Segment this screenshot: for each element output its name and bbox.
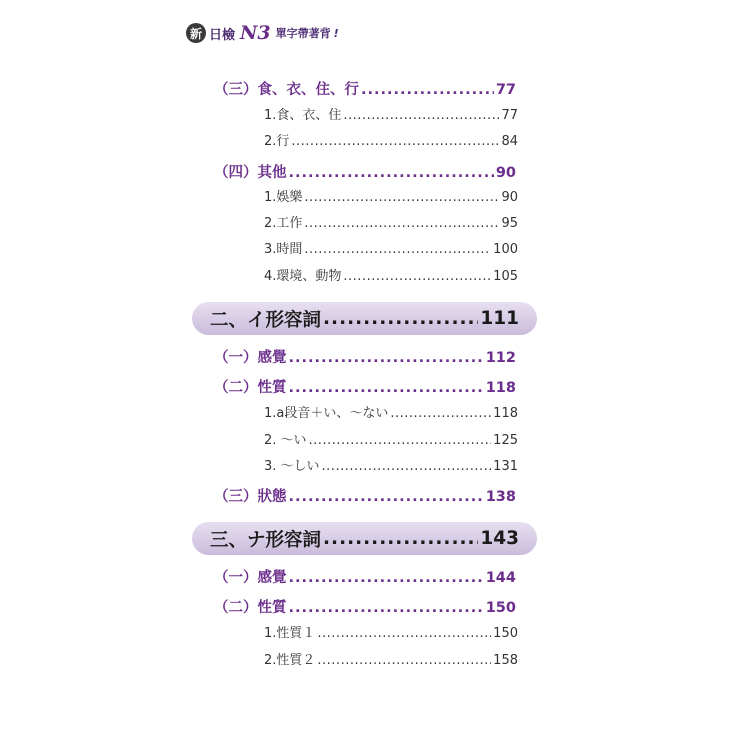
toc-page: 158 [493, 653, 518, 668]
toc-subsection[interactable] [214, 161, 516, 182]
toc-label: 1.娛樂 [264, 190, 303, 205]
leader-dots [323, 528, 478, 549]
toc-item[interactable] [264, 429, 518, 448]
leader-dots [289, 350, 484, 366]
leader-dots [309, 433, 492, 448]
toc-label: （三）食、衣、住、行 [214, 82, 359, 98]
toc-label: 2. ～い [264, 433, 307, 448]
toc-item[interactable] [264, 622, 518, 641]
toc-label: 1.性質１ [264, 626, 316, 641]
leader-dots [289, 489, 484, 505]
toc-page: 105 [493, 269, 518, 284]
leader-dots [289, 600, 484, 616]
toc-label: （二）性質 [214, 600, 287, 616]
toc-page: 118 [493, 406, 518, 421]
toc-page: 95 [501, 216, 518, 231]
header-subtitle: 日檢 [209, 27, 236, 43]
toc-label: 3.時間 [264, 242, 303, 257]
leader-dots [304, 190, 499, 205]
toc-label: （二）性質 [214, 380, 287, 396]
toc-page: 131 [493, 459, 518, 474]
toc-label: （一）感覺 [214, 570, 287, 586]
toc-subsection[interactable] [214, 596, 516, 617]
toc-item[interactable] [264, 104, 518, 123]
toc-page: 150 [493, 626, 518, 641]
toc-item[interactable] [264, 649, 518, 668]
toc-item[interactable] [264, 265, 518, 284]
toc-item[interactable] [264, 238, 518, 257]
leader-dots [361, 82, 494, 98]
toc-item[interactable] [264, 455, 518, 474]
toc-label: 3. ～しい [264, 459, 320, 474]
toc-label: 2.行 [264, 134, 290, 149]
leader-dots [289, 165, 494, 181]
toc-page: 138 [485, 489, 516, 505]
toc-item[interactable] [264, 130, 518, 149]
leader-dots [322, 459, 492, 474]
leader-dots [291, 134, 499, 149]
toc-subsection[interactable] [214, 346, 516, 367]
leader-dots [289, 570, 484, 586]
leader-dots [304, 216, 499, 231]
leader-dots [317, 626, 491, 641]
toc-label: 2.性質２ [264, 653, 316, 668]
leader-dots [289, 380, 484, 396]
toc-page: 118 [485, 380, 516, 396]
toc-chapter-label: 二、イ形容詞 [210, 309, 322, 331]
toc-label: （一）感覺 [214, 350, 287, 366]
toc-page: 112 [485, 350, 516, 366]
page-header [186, 22, 339, 44]
leader-dots [304, 242, 491, 257]
header-exclamation: ! [333, 26, 339, 40]
toc-page: 150 [485, 600, 516, 616]
toc-page: 144 [485, 570, 516, 586]
toc-page: 90 [495, 165, 516, 181]
leader-dots [323, 308, 478, 329]
leader-dots [390, 406, 491, 421]
toc-page: 90 [501, 190, 518, 205]
toc-chapter-band[interactable] [192, 522, 537, 555]
toc-label: （四）其他 [214, 165, 287, 181]
leader-dots [317, 653, 491, 668]
toc-item[interactable] [264, 186, 518, 205]
toc-subsection[interactable] [214, 376, 516, 397]
toc-subsection[interactable] [214, 485, 516, 506]
toc-label: 4.環境、動物 [264, 269, 342, 284]
header-tagline: 單字帶著背 [275, 27, 331, 40]
leader-dots [343, 108, 499, 123]
toc-page: 84 [501, 134, 518, 149]
toc-subsection[interactable] [214, 566, 516, 587]
toc-page: 77 [501, 108, 518, 123]
toc-item[interactable] [264, 212, 518, 231]
toc-label: （三）狀態 [214, 489, 287, 505]
leader-dots [343, 269, 491, 284]
toc-label: 1.a段音＋い、～ない [264, 406, 389, 421]
toc-item[interactable] [264, 402, 518, 421]
toc-subsection[interactable] [214, 78, 516, 99]
header-level: N3 [240, 22, 271, 44]
new-badge: 新 [186, 23, 206, 43]
toc-chapter-page: 111 [480, 308, 519, 329]
toc-page: 77 [495, 82, 516, 98]
toc-chapter-page: 143 [480, 528, 519, 549]
toc-chapter-label: 三、ナ形容詞 [210, 529, 322, 551]
toc-page: 100 [493, 242, 518, 257]
toc-label: 1.食、衣、住 [264, 108, 342, 123]
toc-chapter-band[interactable] [192, 302, 537, 335]
toc-label: 2.工作 [264, 216, 303, 231]
toc-page: 125 [493, 433, 518, 448]
